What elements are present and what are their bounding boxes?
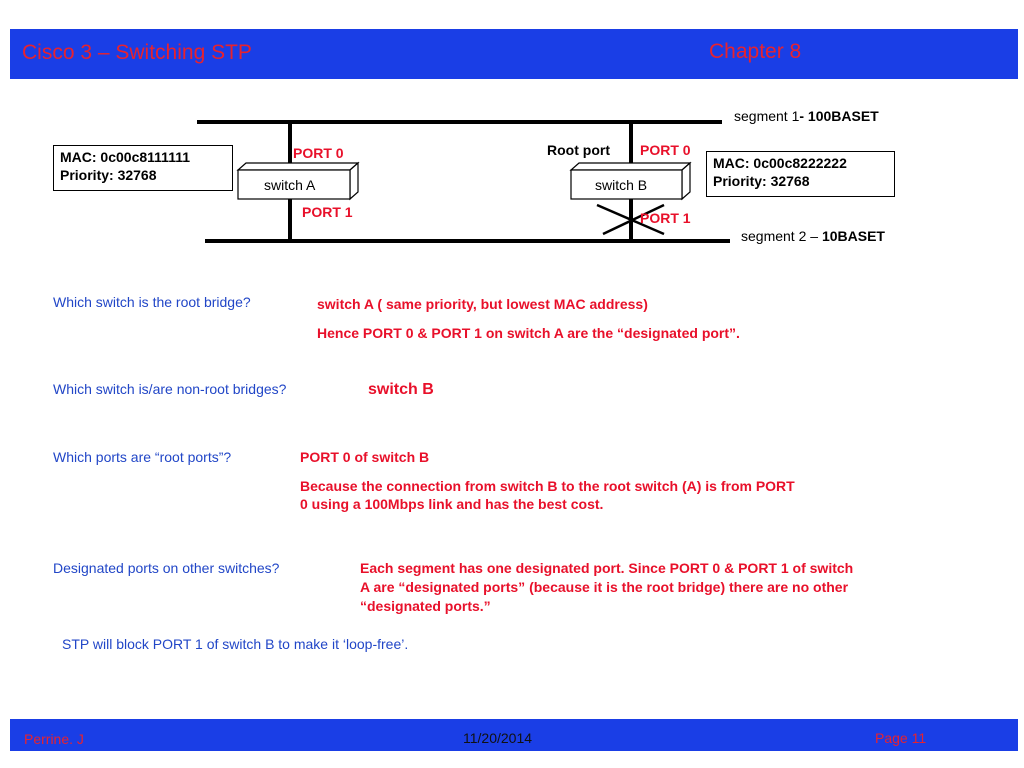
- answer-root-ports-line-3: 0 using a 100Mbps link and has the best cost.: [300, 496, 604, 512]
- footer-page: Page 11: [875, 730, 927, 746]
- switch-b-label: switch B: [595, 177, 648, 193]
- answer-designated-line-2: A are “designated ports” (because it is the root bridge) there are no other: [360, 579, 849, 595]
- answer-root-bridge-line-1: switch A ( same priority, but lowest MAC address): [317, 296, 648, 312]
- switch-b-port0-label: PORT 0: [640, 142, 691, 158]
- slide-title: Cisco 3 – Switching STP: [22, 41, 252, 64]
- chapter-label: Chapter 8: [709, 40, 802, 63]
- switch-a-port1-label: PORT 1: [302, 204, 353, 220]
- switch-b-mac: MAC: 0c00c8222222: [713, 155, 847, 171]
- switch-a-mac: MAC: 0c00c8111111: [60, 149, 191, 165]
- segment-2-label: segment 2 – 10BASET: [741, 228, 885, 244]
- switch-b-info-box: [706, 151, 895, 197]
- conclusion-text: STP will block PORT 1 of switch B to make it ‘loop-free’.: [62, 636, 409, 652]
- answer-non-root: switch B: [368, 381, 434, 398]
- answer-designated-line-3: “designated ports.”: [360, 598, 491, 614]
- root-port-label: Root port: [547, 142, 610, 158]
- switch-b-port1-label: PORT 1: [640, 210, 691, 226]
- switch-a-info-box: [53, 145, 233, 191]
- question-non-root: Which switch is/are non-root bridges?: [53, 381, 287, 397]
- question-root-bridge: Which switch is the root bridge?: [53, 294, 251, 310]
- segment-1-label: segment 1- 100BASET: [734, 108, 879, 124]
- switch-a-port0-label: PORT 0: [293, 145, 344, 161]
- question-designated-ports: Designated ports on other switches?: [53, 560, 280, 576]
- answer-root-ports-line-1: PORT 0 of switch B: [300, 449, 430, 465]
- switch-b-priority: Priority: 32768: [713, 173, 810, 189]
- answer-root-bridge-line-2: Hence PORT 0 & PORT 1 on switch A are the “designated port”.: [317, 325, 740, 341]
- answer-root-ports-line-2: Because the connection from switch B to the root switch (A) is from PORT: [300, 478, 795, 494]
- switch-a-priority: Priority: 32768: [60, 167, 157, 183]
- answer-designated-line-1: Each segment has one designated port. Since PORT 0 & PORT 1 of switch: [360, 560, 854, 576]
- footer-author: Perrine. J: [24, 731, 84, 747]
- switch-a-label: switch A: [264, 177, 316, 193]
- footer-date: 11/20/2014: [463, 730, 533, 746]
- question-root-ports: Which ports are “root ports”?: [53, 449, 232, 465]
